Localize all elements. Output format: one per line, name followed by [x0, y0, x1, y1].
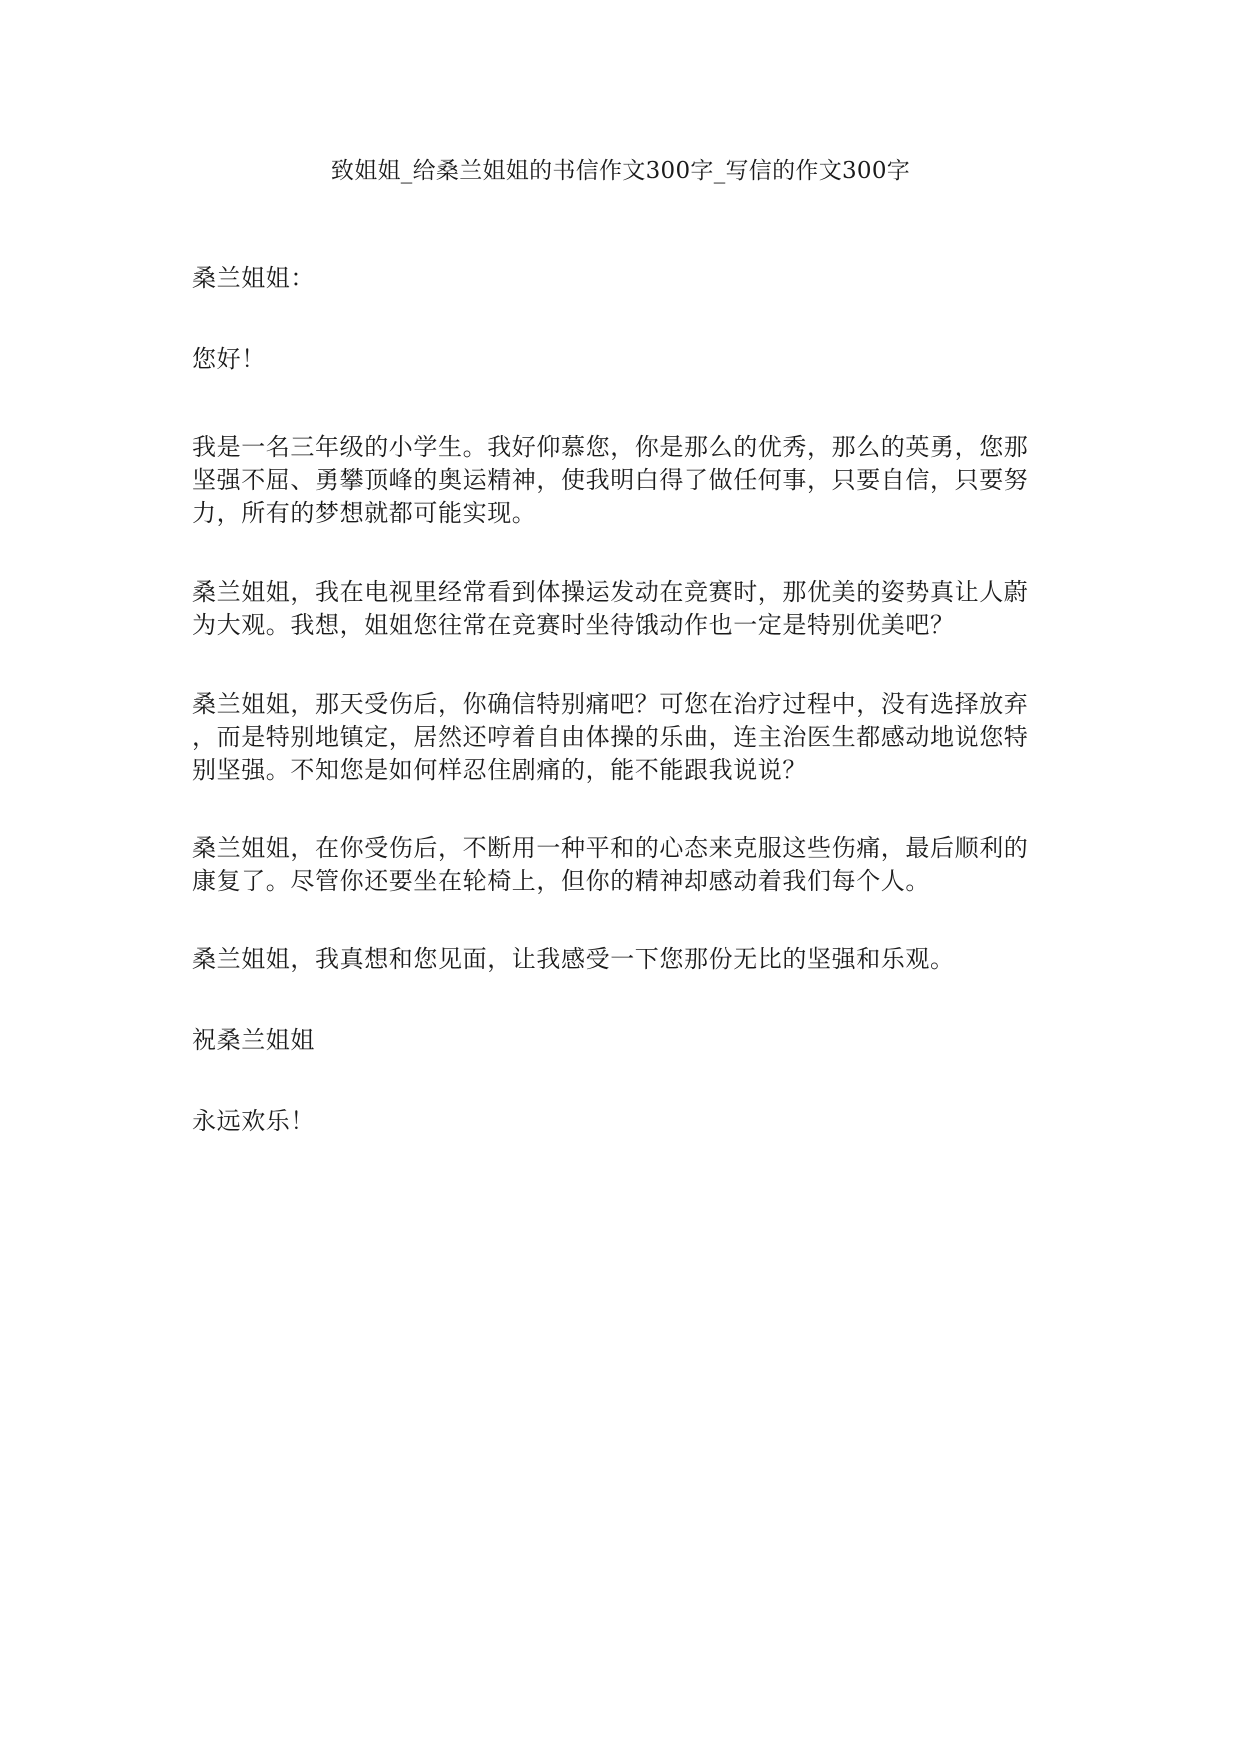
paragraph-line: ，而是特别地镇定，居然还哼着自由体操的乐曲，连主治医生都感动地说您特: [192, 723, 1029, 751]
paragraph-line: 康复了。尽管你还要坐在轮椅上，但你的精神却感动着我们每个人。: [192, 867, 930, 895]
paragraph-line: 桑兰姐姐，在你受伤后，不断用一种平和的心态来克服这些伤痛，最后顺利的: [192, 834, 1029, 862]
paragraph-2: [192, 576, 1052, 642]
closing-blessing: 永远欢乐！: [192, 1107, 315, 1135]
greeting: 您好！: [192, 345, 266, 373]
paragraph-line: 坚强不屈、勇攀顶峰的奥运精神，使我明白得了做任何事，只要自信，只要努: [192, 466, 1029, 494]
closing-wish: 祝桑兰姐姐: [192, 1026, 315, 1054]
paragraph-line: 别坚强。不知您是如何样忍住剧痛的，能不能跟我说说？: [192, 756, 807, 784]
paragraph-line: 桑兰姐姐，我在电视里经常看到体操运发动在竞赛时，那优美的姿势真让人蔚: [192, 578, 1029, 606]
paragraph-line: 桑兰姐姐，那天受伤后，你确信特别痛吧？可您在治疗过程中，没有选择放弃: [192, 690, 1029, 718]
paragraph-line: 桑兰姐姐，我真想和您见面，让我感受一下您那份无比的坚强和乐观。: [192, 945, 955, 973]
paragraph-4: [192, 832, 1052, 898]
paragraph-line: 力，所有的梦想就都可能实现。: [192, 499, 537, 527]
document-title: 致姐姐_给桑兰姐姐的书信作文300字_写信的作文300字: [330, 158, 911, 184]
salutation: 桑兰姐姐：: [192, 264, 315, 292]
paragraph-1: [192, 431, 1052, 530]
paragraph-line: 我是一名三年级的小学生。我好仰慕您，你是那么的优秀，那么的英勇，您那: [192, 433, 1029, 461]
paragraph-line: 为大观。我想，姐姐您往常在竞赛时坐待饿动作也一定是特别优美吧？: [192, 611, 955, 639]
paragraph-3: [192, 688, 1052, 787]
paragraph-5: [192, 943, 1052, 976]
